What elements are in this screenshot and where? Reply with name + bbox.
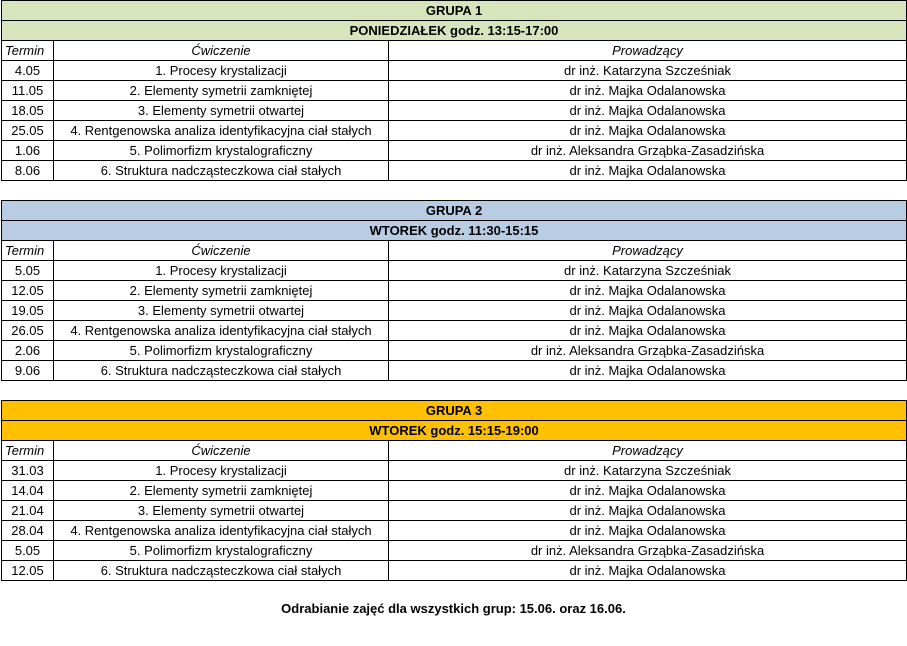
date-cell: 11.05 bbox=[2, 81, 54, 101]
exercise-cell: 5. Polimorfizm krystalograficzny bbox=[54, 141, 389, 161]
teacher-cell: dr inż. Majka Odalanowska bbox=[389, 161, 907, 181]
teacher-cell: dr inż. Majka Odalanowska bbox=[389, 281, 907, 301]
table-row bbox=[2, 481, 907, 501]
exercise-cell: 1. Procesy krystalizacji bbox=[54, 61, 389, 81]
table-row bbox=[2, 561, 907, 581]
exercise-cell: 6. Struktura nadcząsteczkowa ciał stałych bbox=[54, 361, 389, 381]
table-row bbox=[2, 521, 907, 541]
table-row bbox=[2, 101, 907, 121]
date-cell: 18.05 bbox=[2, 101, 54, 121]
date-cell: 31.03 bbox=[2, 461, 54, 481]
teacher-cell: dr inż. Katarzyna Szcześniak bbox=[389, 61, 907, 81]
date-cell: 5.05 bbox=[2, 261, 54, 281]
table-row bbox=[2, 301, 907, 321]
header-cwiczenie: Ćwiczenie bbox=[54, 41, 389, 61]
exercise-cell: 1. Procesy krystalizacji bbox=[54, 261, 389, 281]
table-row bbox=[2, 281, 907, 301]
group-title: GRUPA 3 bbox=[2, 401, 907, 421]
exercise-cell: 5. Polimorfizm krystalograficzny bbox=[54, 341, 389, 361]
teacher-cell: dr inż. Majka Odalanowska bbox=[389, 121, 907, 141]
table-row bbox=[2, 541, 907, 561]
exercise-cell: 1. Procesy krystalizacji bbox=[54, 461, 389, 481]
date-cell: 25.05 bbox=[2, 121, 54, 141]
group-1-section bbox=[1, 0, 906, 181]
teacher-cell: dr inż. Majka Odalanowska bbox=[389, 321, 907, 341]
date-cell: 1.06 bbox=[2, 141, 54, 161]
group-3-table bbox=[1, 400, 907, 581]
teacher-cell: dr inż. Aleksandra Grząbka-Zasadzińska bbox=[389, 541, 907, 561]
teacher-cell: dr inż. Majka Odalanowska bbox=[389, 481, 907, 501]
date-cell: 26.05 bbox=[2, 321, 54, 341]
teacher-cell: dr inż. Majka Odalanowska bbox=[389, 361, 907, 381]
teacher-cell: dr inż. Majka Odalanowska bbox=[389, 101, 907, 121]
teacher-cell: dr inż. Katarzyna Szcześniak bbox=[389, 261, 907, 281]
makeup-classes-note: Odrabianie zajęć dla wszystkich grup: 15.06. oraz 16.06. bbox=[281, 601, 626, 616]
date-cell: 21.04 bbox=[2, 501, 54, 521]
exercise-cell: 4. Rentgenowska analiza identyfikacyjna ciał stałych bbox=[54, 121, 389, 141]
group-title: GRUPA 2 bbox=[2, 201, 907, 221]
table-header-row bbox=[2, 441, 907, 461]
date-cell: 9.06 bbox=[2, 361, 54, 381]
teacher-cell: dr inż. Katarzyna Szcześniak bbox=[389, 461, 907, 481]
exercise-cell: 3. Elementy symetrii otwartej bbox=[54, 301, 389, 321]
date-cell: 19.05 bbox=[2, 301, 54, 321]
exercise-cell: 3. Elementy symetrii otwartej bbox=[54, 101, 389, 121]
table-row bbox=[2, 341, 907, 361]
table-header-row bbox=[2, 241, 907, 261]
group-title: GRUPA 1 bbox=[2, 1, 907, 21]
exercise-cell: 5. Polimorfizm krystalograficzny bbox=[54, 541, 389, 561]
table-header-row bbox=[2, 41, 907, 61]
group-3-section bbox=[1, 400, 906, 581]
table-row bbox=[2, 501, 907, 521]
table-row bbox=[2, 361, 907, 381]
header-cwiczenie: Ćwiczenie bbox=[54, 441, 389, 461]
teacher-cell: dr inż. Majka Odalanowska bbox=[389, 81, 907, 101]
teacher-cell: dr inż. Aleksandra Grząbka-Zasadzińska bbox=[389, 141, 907, 161]
header-termin: Termin bbox=[2, 241, 54, 261]
header-prowadzacy: Prowadzący bbox=[389, 241, 907, 261]
date-cell: 14.04 bbox=[2, 481, 54, 501]
exercise-cell: 6. Struktura nadcząsteczkowa ciał stałych bbox=[54, 561, 389, 581]
table-row bbox=[2, 61, 907, 81]
table-row bbox=[2, 261, 907, 281]
header-termin: Termin bbox=[2, 441, 54, 461]
teacher-cell: dr inż. Majka Odalanowska bbox=[389, 501, 907, 521]
date-cell: 12.05 bbox=[2, 281, 54, 301]
table-row bbox=[2, 321, 907, 341]
exercise-cell: 4. Rentgenowska analiza identyfikacyjna ciał stałych bbox=[54, 321, 389, 341]
teacher-cell: dr inż. Majka Odalanowska bbox=[389, 561, 907, 581]
header-termin: Termin bbox=[2, 41, 54, 61]
group-schedule: WTOREK godz. 15:15-19:00 bbox=[2, 421, 907, 441]
table-row bbox=[2, 461, 907, 481]
teacher-cell: dr inż. Majka Odalanowska bbox=[389, 301, 907, 321]
date-cell: 2.06 bbox=[2, 341, 54, 361]
exercise-cell: 3. Elementy symetrii otwartej bbox=[54, 501, 389, 521]
date-cell: 5.05 bbox=[2, 541, 54, 561]
exercise-cell: 4. Rentgenowska analiza identyfikacyjna ciał stałych bbox=[54, 521, 389, 541]
exercise-cell: 2. Elementy symetrii zamkniętej bbox=[54, 281, 389, 301]
group-2-table bbox=[1, 200, 907, 381]
group-2-section bbox=[1, 200, 906, 381]
table-row bbox=[2, 81, 907, 101]
teacher-cell: dr inż. Aleksandra Grząbka-Zasadzińska bbox=[389, 341, 907, 361]
group-schedule: PONIEDZIAŁEK godz. 13:15-17:00 bbox=[2, 21, 907, 41]
group-schedule: WTOREK godz. 11:30-15:15 bbox=[2, 221, 907, 241]
exercise-cell: 2. Elementy symetrii zamkniętej bbox=[54, 481, 389, 501]
table-row bbox=[2, 161, 907, 181]
header-cwiczenie: Ćwiczenie bbox=[54, 241, 389, 261]
date-cell: 12.05 bbox=[2, 561, 54, 581]
table-row bbox=[2, 141, 907, 161]
exercise-cell: 6. Struktura nadcząsteczkowa ciał stałych bbox=[54, 161, 389, 181]
teacher-cell: dr inż. Majka Odalanowska bbox=[389, 521, 907, 541]
group-1-table bbox=[1, 0, 907, 181]
table-row bbox=[2, 121, 907, 141]
date-cell: 28.04 bbox=[2, 521, 54, 541]
date-cell: 4.05 bbox=[2, 61, 54, 81]
header-prowadzacy: Prowadzący bbox=[389, 441, 907, 461]
date-cell: 8.06 bbox=[2, 161, 54, 181]
exercise-cell: 2. Elementy symetrii zamkniętej bbox=[54, 81, 389, 101]
header-prowadzacy: Prowadzący bbox=[389, 41, 907, 61]
